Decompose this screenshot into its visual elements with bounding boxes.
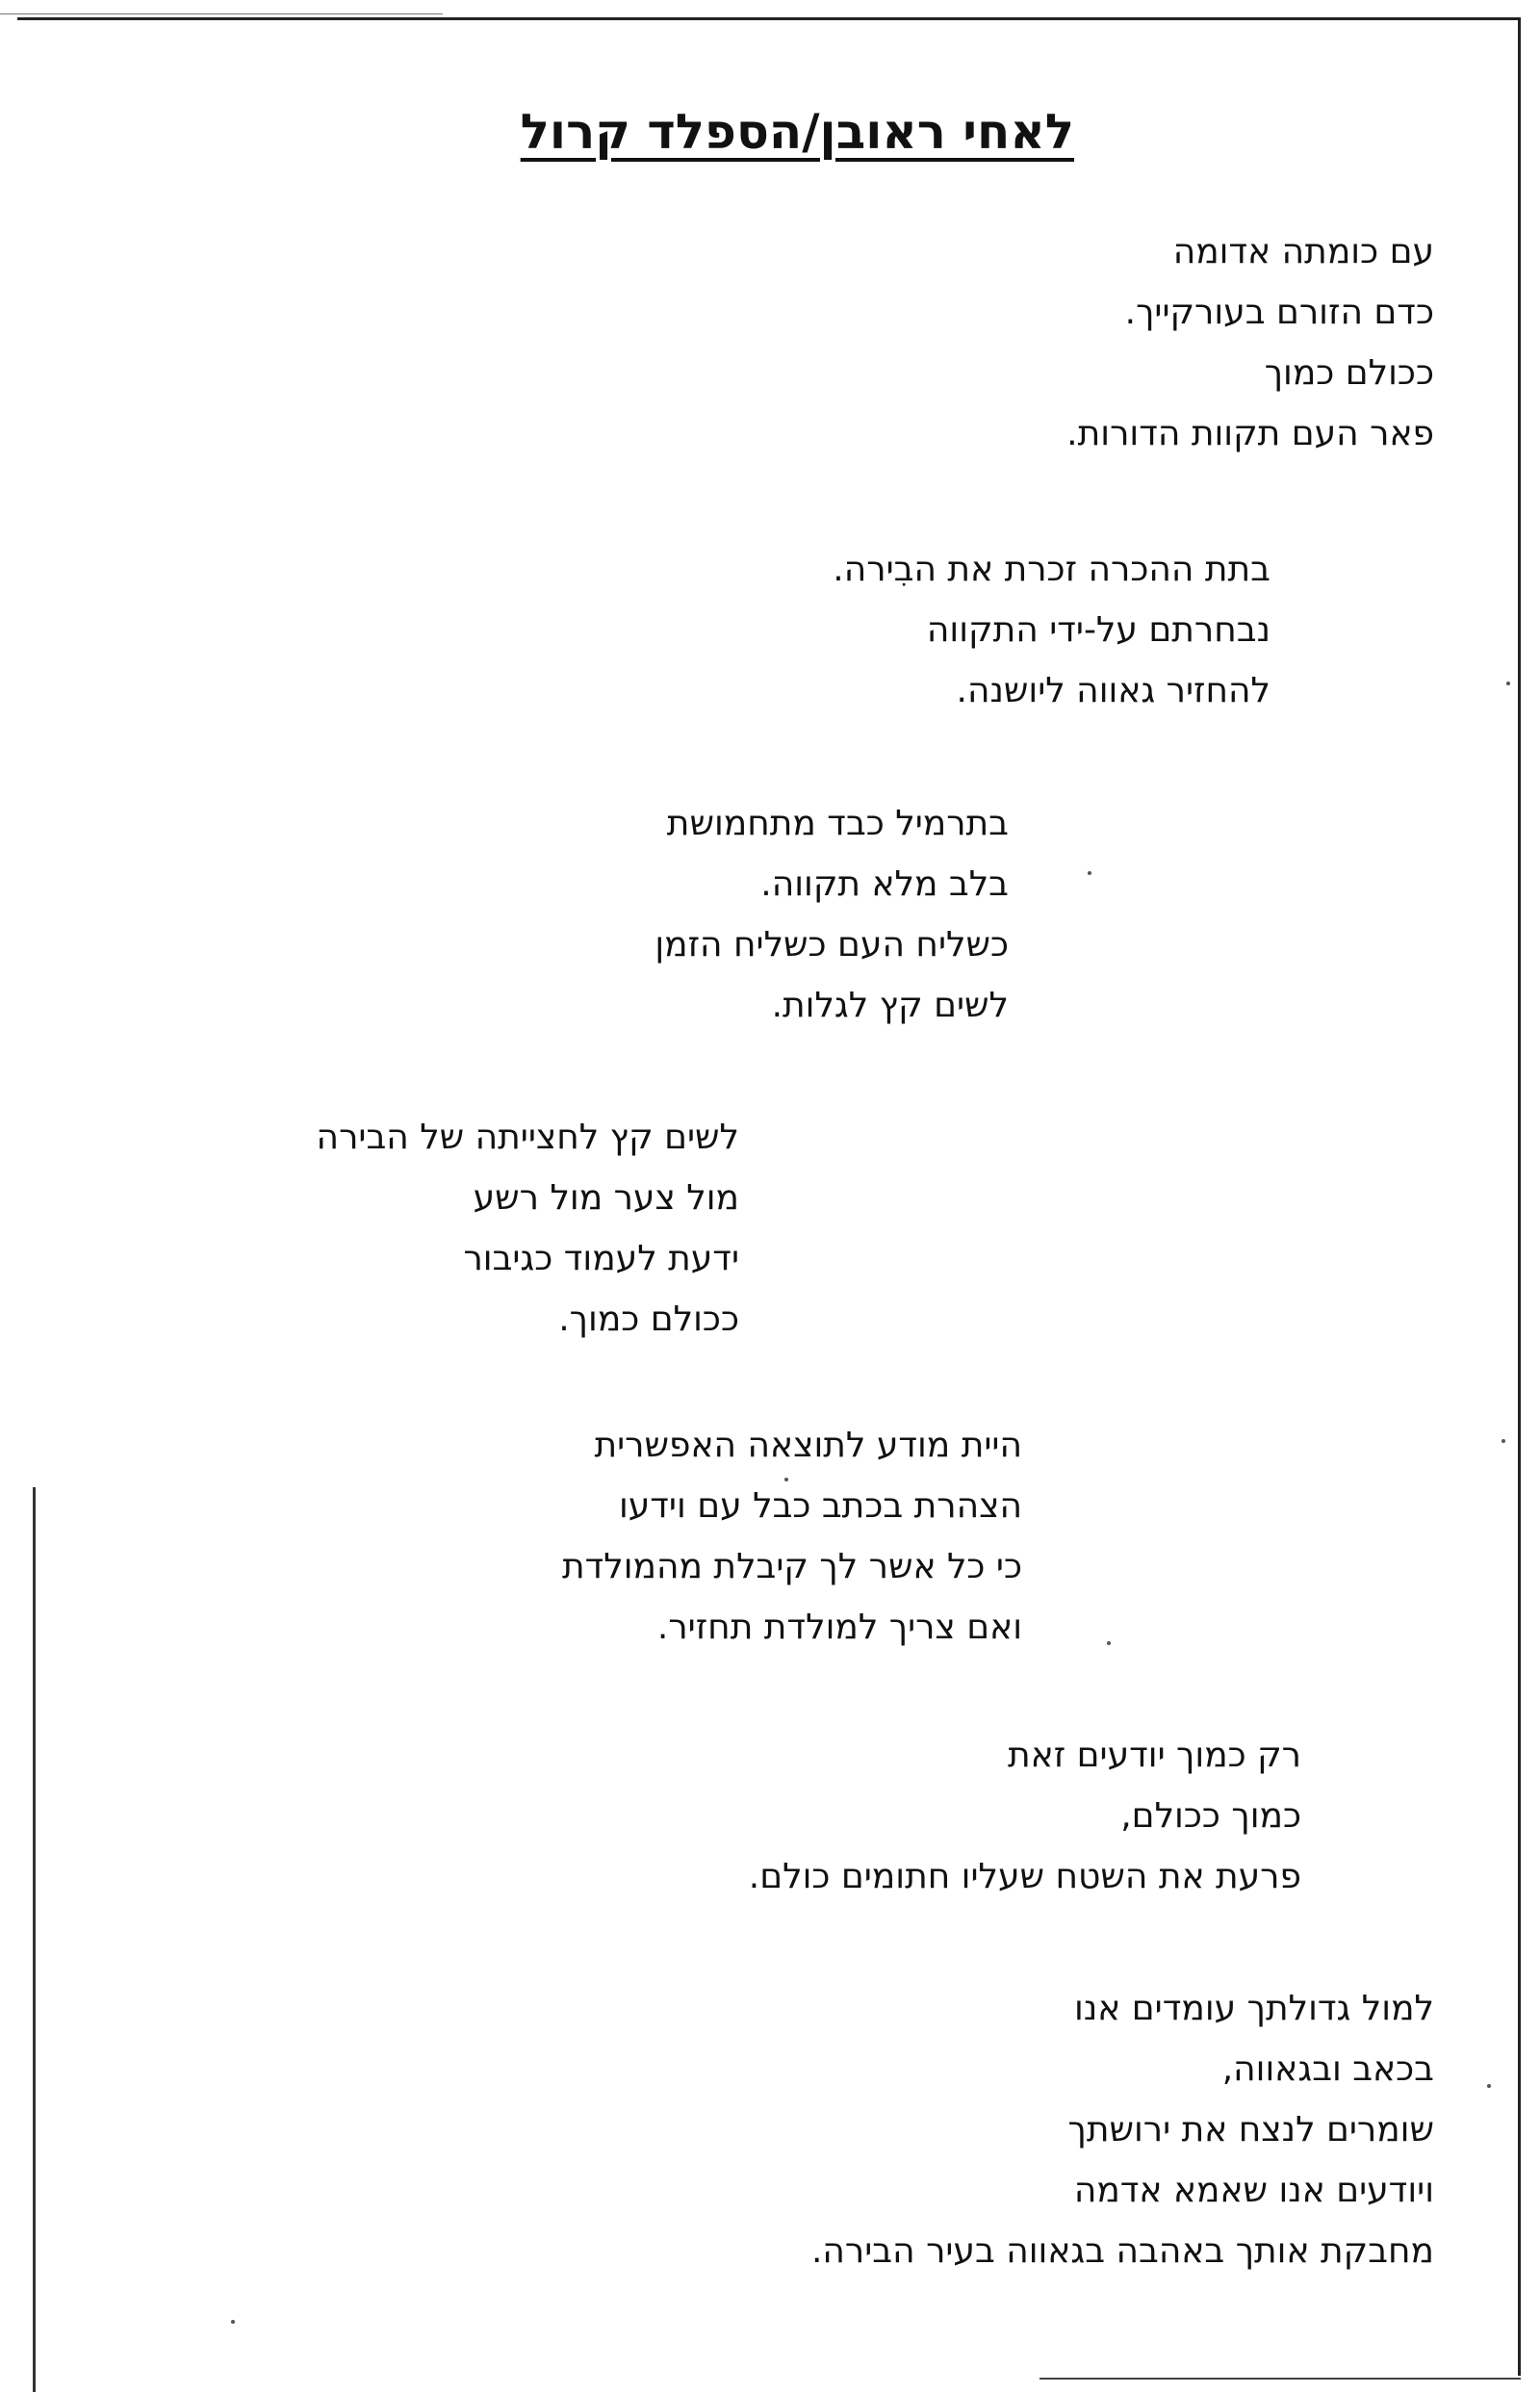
page-border-top [17, 17, 1521, 20]
poem-line: ככולם כמוך [1264, 353, 1434, 393]
stanza-4 [317, 1107, 739, 1350]
poem-line: ככולם כמוך. [558, 1300, 739, 1339]
poem-line: ואם צריך למולדת תחזיר. [656, 1608, 1022, 1647]
page-border-right [1518, 17, 1521, 2376]
scan-speck [1107, 1641, 1111, 1645]
poem-line: למול גדולתך עומדים אנו [1074, 1989, 1434, 2028]
poem-line: כי כל אשר לך קיבלת מהמולדת [561, 1547, 1022, 1586]
scan-speck [784, 1478, 788, 1481]
poem-line: לשים קץ לחצייתה של הבירה [316, 1118, 739, 1157]
poem-line: פרעת את השטח שעליו חתומים כולם. [748, 1857, 1301, 1896]
poem-title: לאחי ראובן/הספלד קרול [520, 104, 1074, 160]
poem-line: ויודעים אנו שאמא אדמה [1073, 2171, 1434, 2210]
scan-speck [1088, 871, 1091, 875]
stanza-5 [562, 1415, 1022, 1658]
stanza-2 [833, 539, 1270, 721]
poem-line: מחבקת אותך באהבה בגאווה בעיר הבירה. [810, 2231, 1434, 2271]
page-border-left [33, 1487, 36, 2392]
poem-line: הצהרת בכתב כבל עם וידעו [618, 1486, 1022, 1526]
scan-speck [1487, 2084, 1491, 2088]
poem-line: בתת ההכרה זכרת את הבִירה. [833, 550, 1270, 589]
poem-line: רק כמוך יודעים זאת [1008, 1736, 1301, 1775]
scan-edge-line [0, 13, 443, 14]
stanza-7 [811, 1978, 1434, 2281]
poem-line: כמוך ככולם, [1120, 1796, 1301, 1836]
poem-line: מול צער מול רשע [473, 1178, 739, 1218]
scan-speck [1502, 1439, 1505, 1443]
poem-line: עם כומתה אדומה [1172, 232, 1434, 271]
stanza-3 [654, 793, 1009, 1036]
poem-line: בכאב ובגאווה, [1221, 2049, 1434, 2089]
poem-line: כשליח העם כשליח הזמן [654, 925, 1009, 965]
page-border-bottom [1040, 2378, 1521, 2380]
poem-line: בתרמיל כבד מתחמושת [666, 804, 1009, 843]
stanza-1 [1066, 221, 1434, 464]
poem-line: נבחרתם על-ידי התקווה [926, 610, 1270, 650]
poem-line: שומרים לנצח את ירושתך [1067, 2110, 1434, 2149]
poem-line: ידעת לעמוד כגיבור [463, 1239, 739, 1278]
poem-line: להחזיר גאווה ליושנה. [956, 671, 1270, 710]
poem-line: בלב מלא תקווה. [760, 864, 1009, 904]
poem-line: לשים קץ לגלות. [771, 986, 1009, 1025]
poem-line: כדם הזורם בעורקייך. [1124, 293, 1434, 332]
scan-speck [1506, 682, 1510, 685]
poem-line: היית מודע לתוצאה האפשרית [594, 1426, 1022, 1465]
stanza-6 [749, 1725, 1301, 1907]
poem-line: פאר העם תקוות הדורות. [1066, 414, 1434, 453]
scan-speck [231, 2320, 235, 2324]
